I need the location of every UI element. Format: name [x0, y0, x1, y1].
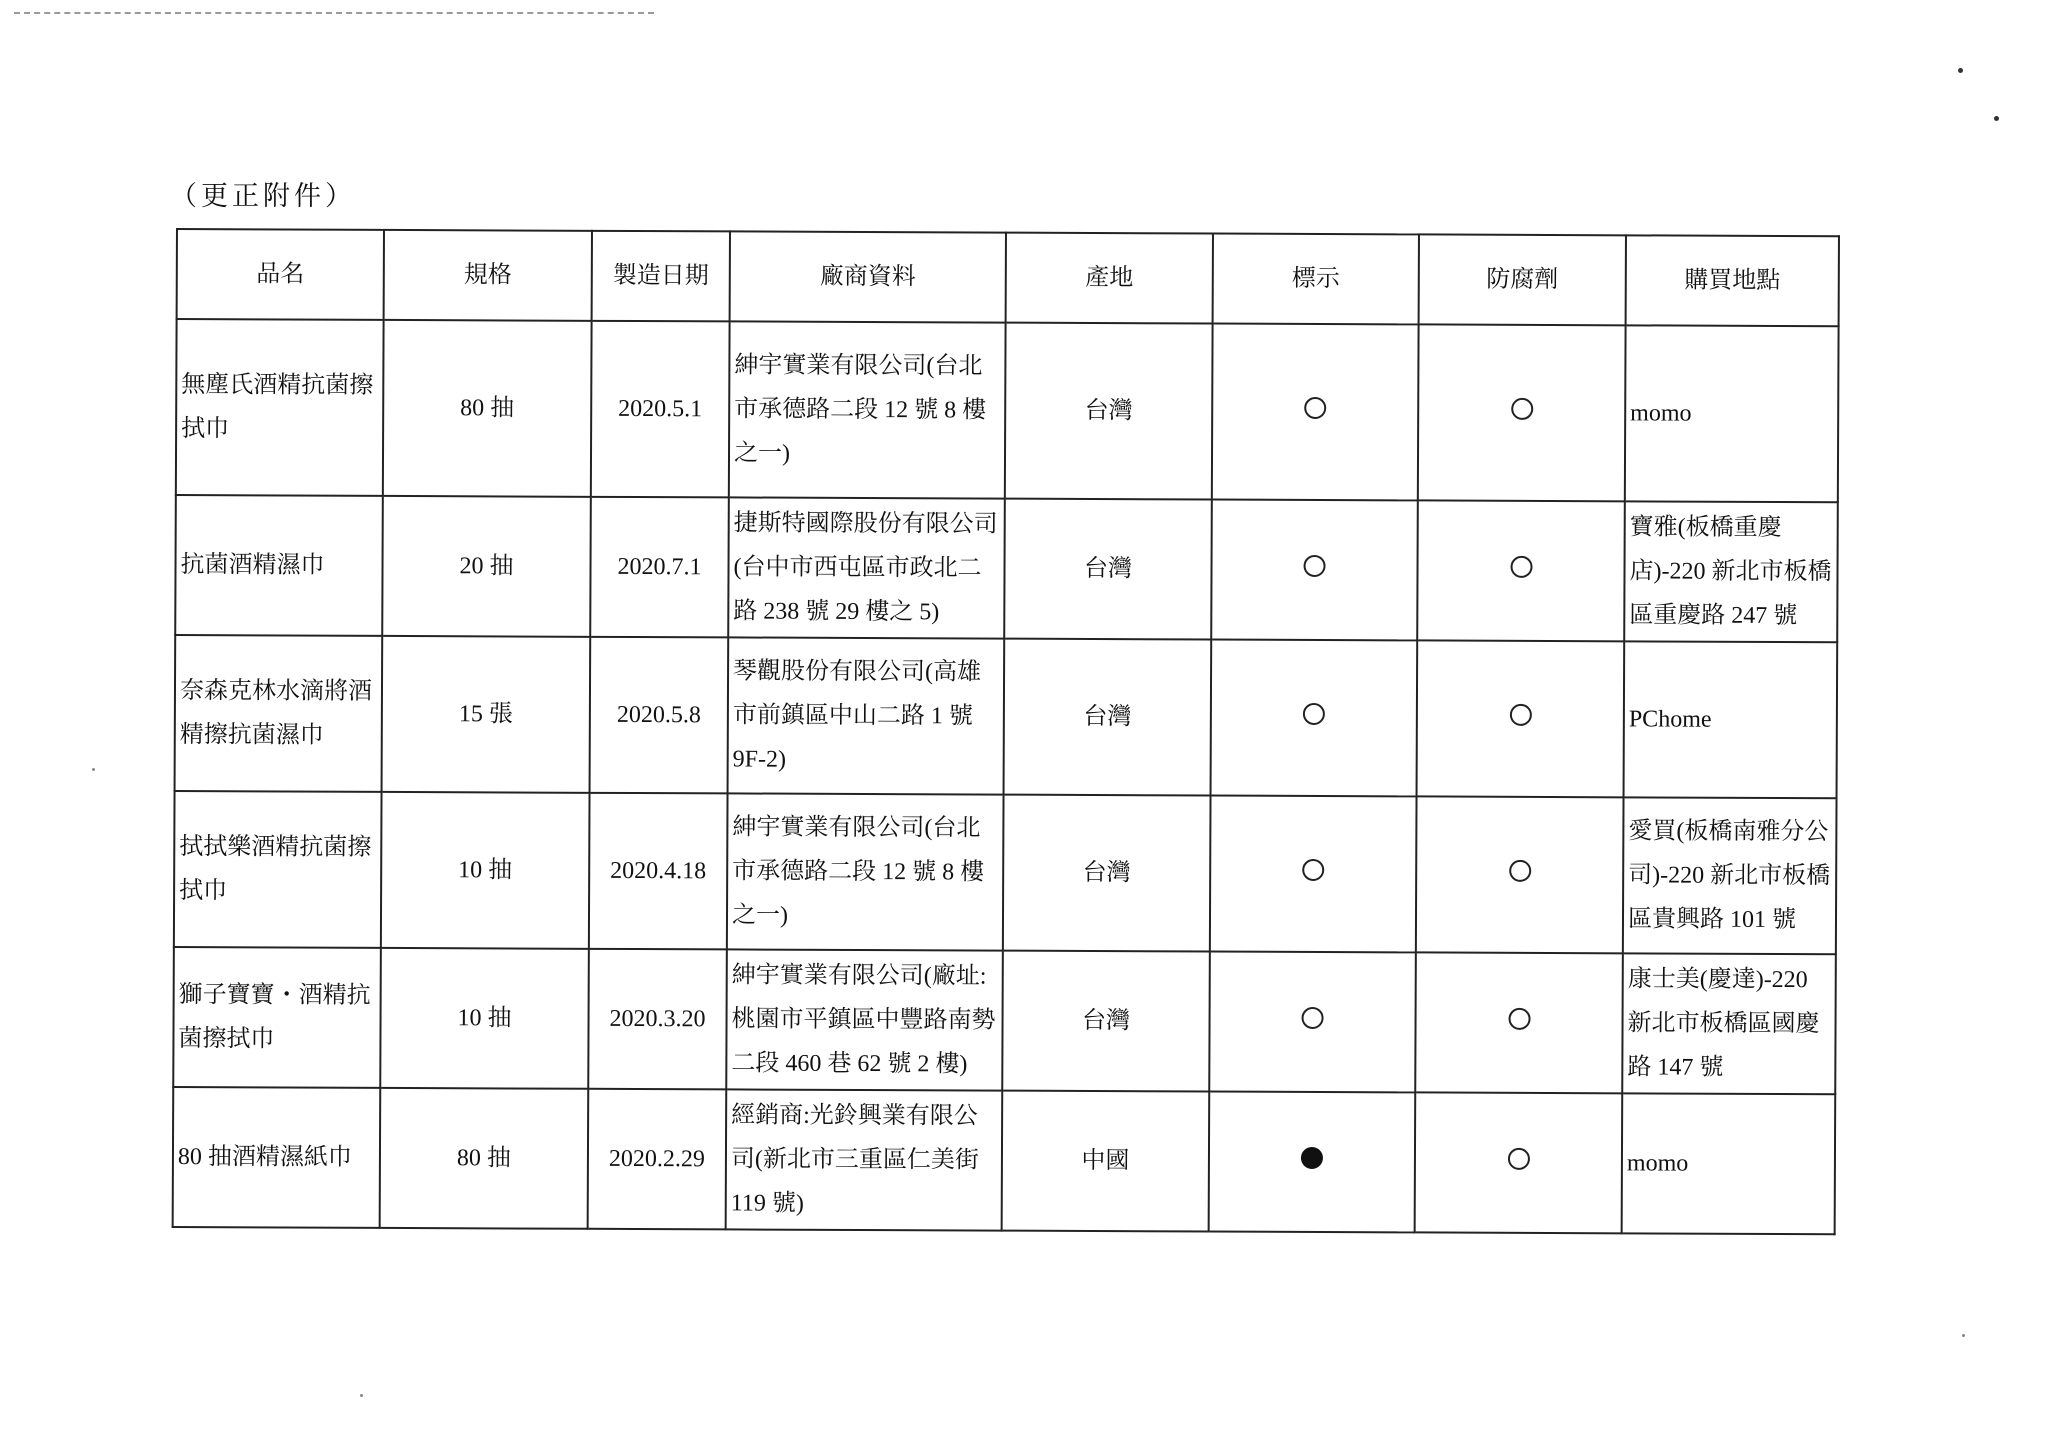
cell-label-mark: [1212, 324, 1419, 501]
preservative-mark-icon: [1508, 1008, 1530, 1030]
cell-purchase: momo: [1625, 325, 1839, 502]
cell-spec: 80 抽: [380, 1088, 589, 1229]
attachment-label: （更正附件）: [170, 181, 356, 211]
scan-speck: [1994, 116, 1999, 121]
cell-spec: 10 抽: [381, 792, 590, 949]
cell-purchase: 康士美(慶達)-220 新北市板橋區國慶路 147 號: [1622, 953, 1836, 1094]
cell-preservative-mark: [1417, 640, 1625, 797]
cell-label-mark: [1211, 640, 1418, 797]
cell-label-mark: [1211, 500, 1418, 641]
cell-vendor: 經銷商:光鈴興業有限公司(新北市三重區仁美街 119 號): [726, 1089, 1003, 1230]
table-row: [173, 947, 1836, 1094]
preservative-mark-icon: [1511, 398, 1533, 420]
preservative-mark-icon: [1509, 860, 1531, 882]
cell-spec: 20 抽: [382, 496, 591, 637]
table-row: [176, 319, 1839, 502]
cell-label-mark: [1209, 1092, 1416, 1233]
scan-artifact-line: [14, 12, 654, 14]
cell-origin: 台灣: [1002, 951, 1210, 1092]
cell-label-mark: [1209, 952, 1416, 1093]
header-product-name: 品名: [177, 229, 384, 320]
cell-vendor: 琴觀股份有限公司(高雄市前鎮區中山二路 1 號 9F-2): [728, 637, 1005, 794]
cell-vendor: 紳宇實業有限公司(台北市承德路二段 12 號 8 樓之一): [727, 793, 1004, 950]
cell-product-name: 獅子寶寶・酒精抗菌擦拭巾: [173, 947, 381, 1088]
label-mark-icon: [1302, 859, 1324, 881]
label-mark-icon: [1302, 1007, 1324, 1029]
cell-spec: 15 張: [382, 636, 591, 793]
cell-origin: 中國: [1002, 1091, 1210, 1232]
cell-product-name: 拭拭樂酒精抗菌擦拭巾: [174, 791, 382, 948]
cell-date: 2020.3.20: [588, 949, 727, 1090]
header-vendor-info: 廠商資料: [730, 231, 1006, 322]
cell-product-name: 抗菌酒精濕巾: [175, 495, 383, 636]
table-row: [174, 791, 1837, 954]
preservative-mark-icon: [1510, 556, 1532, 578]
preservative-mark-icon: [1509, 704, 1531, 726]
table-row: [175, 495, 1838, 642]
cell-preservative-mark: [1415, 1092, 1623, 1233]
label-mark-icon: [1303, 703, 1325, 725]
cell-purchase: momo: [1622, 1093, 1836, 1234]
scan-speck: [1958, 68, 1963, 73]
cell-origin: 台灣: [1004, 499, 1212, 640]
scan-speck: [92, 768, 95, 771]
product-table: [172, 228, 1840, 1235]
cell-vendor: 紳宇實業有限公司(廠址:桃園市平鎮區中豐路南勢二段 460 巷 62 號 2 樓): [726, 949, 1003, 1090]
cell-spec: 80 抽: [383, 320, 592, 497]
cell-preservative-mark: [1415, 952, 1623, 1093]
cell-product-name: 奈森克林水滴將酒精擦抗菌濕巾: [175, 635, 383, 792]
header-purchase-location: 購買地點: [1626, 235, 1839, 326]
label-mark-icon: [1301, 1147, 1323, 1169]
cell-purchase: 寶雅(板橋重慶店)-220 新北市板橋區重慶路 247 號: [1624, 501, 1838, 642]
cell-preservative-mark: [1417, 500, 1625, 641]
cell-purchase: 愛買(板橋南雅分公司)-220 新北市板橋區貴興路 101 號: [1623, 797, 1837, 954]
table-header-row: [177, 229, 1839, 326]
header-labeling: 標示: [1213, 234, 1419, 325]
label-mark-icon: [1304, 397, 1326, 419]
cell-vendor: 捷斯特國際股份有限公司(台中市西屯區市政北二路 238 號 29 樓之 5): [728, 497, 1005, 638]
header-spec: 規格: [384, 230, 592, 321]
cell-preservative-mark: [1418, 324, 1626, 501]
scan-speck: [360, 1394, 363, 1397]
cell-purchase: PChome: [1624, 641, 1838, 798]
table-row: [173, 1087, 1836, 1234]
cell-vendor: 紳宇實業有限公司(台北市承德路二段 12 號 8 樓之一): [729, 321, 1006, 498]
cell-spec: 10 抽: [380, 948, 589, 1089]
cell-label-mark: [1210, 796, 1417, 953]
cell-product-name: 無塵氏酒精抗菌擦拭巾: [176, 319, 384, 496]
preservative-mark-icon: [1507, 1148, 1529, 1170]
header-origin: 產地: [1006, 233, 1213, 324]
cell-origin: 台灣: [1005, 323, 1213, 500]
header-preservative: 防腐劑: [1419, 234, 1626, 325]
label-mark-icon: [1303, 555, 1325, 577]
cell-date: 2020.4.18: [589, 793, 728, 950]
cell-product-name: 80 抽酒精濕紙巾: [173, 1087, 381, 1228]
cell-date: 2020.2.29: [588, 1089, 727, 1230]
header-manufacture-date: 製造日期: [592, 231, 730, 322]
cell-origin: 台灣: [1004, 639, 1212, 796]
cell-origin: 台灣: [1003, 795, 1211, 952]
cell-preservative-mark: [1416, 796, 1624, 953]
cell-date: 2020.5.1: [591, 321, 730, 498]
cell-date: 2020.5.8: [590, 637, 729, 794]
cell-date: 2020.7.1: [590, 497, 729, 638]
table-row: [175, 635, 1838, 798]
scan-speck: [1962, 1334, 1965, 1337]
